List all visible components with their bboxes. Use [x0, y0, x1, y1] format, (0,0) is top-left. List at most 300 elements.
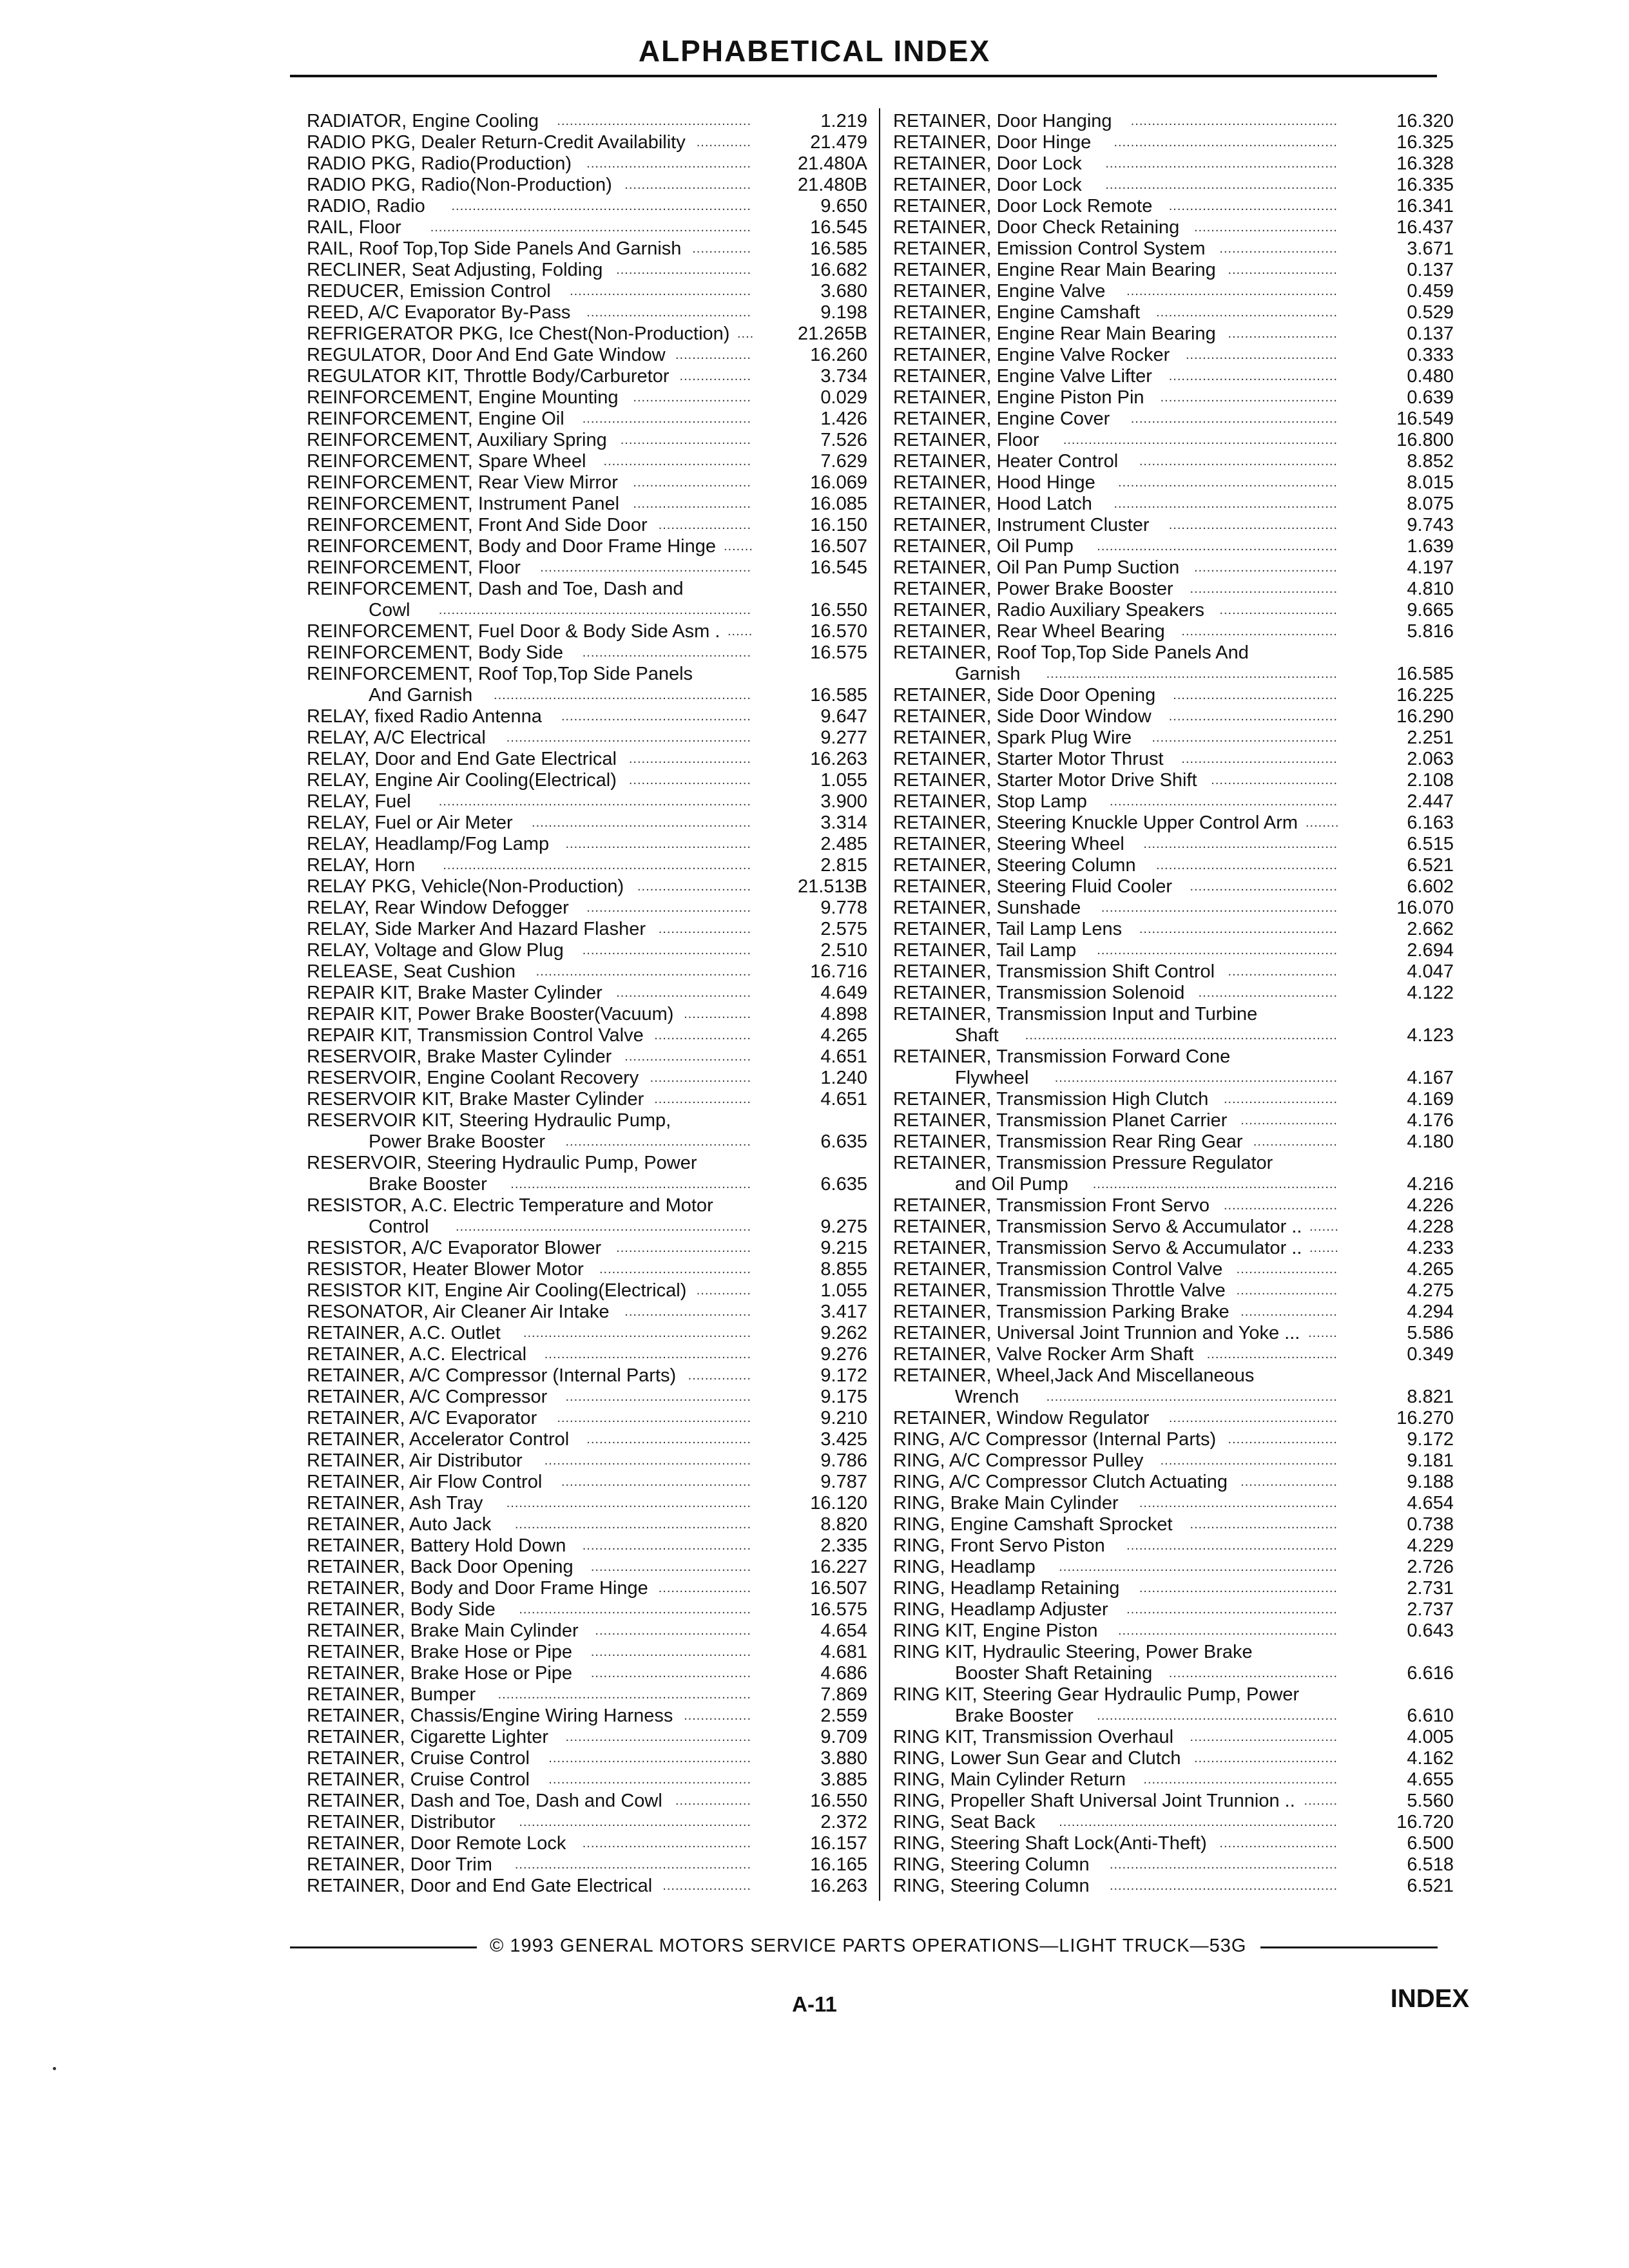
index-entry: [893, 1812, 1454, 1833]
index-entry: [307, 408, 867, 430]
index-entry: [893, 1514, 1454, 1535]
index-entry: [307, 706, 867, 727]
index-entry: [893, 323, 1454, 345]
dot-leader: ..................: [675, 1794, 751, 1808]
index-entry: [307, 1089, 867, 1110]
index-entry-page: 16.227: [810, 1557, 867, 1577]
index-entry-page: 5.560: [1407, 1791, 1454, 1811]
dot-leader: ............................: [633, 390, 751, 405]
dot-leader: .................................: [1198, 986, 1338, 1000]
index-entry: [307, 1514, 867, 1535]
index-entry: [307, 1876, 867, 1897]
dot-leader: ........................: [1236, 1283, 1338, 1298]
dot-leader: ............................: [633, 476, 751, 490]
index-entry-page: 3.885: [820, 1769, 867, 1790]
index-entry-page: 9.172: [1407, 1429, 1454, 1450]
index-entry-page: 8.821: [1407, 1387, 1454, 1407]
index-entry-page: 16.085: [810, 494, 867, 514]
dot-leader: .............................................................: [494, 688, 751, 702]
index-entry-label: RETAINER, Door Trim: [307, 1854, 492, 1875]
index-column-right: [893, 111, 1454, 1897]
index-entry-page: 9.709: [820, 1727, 867, 1747]
index-entry: [307, 579, 867, 600]
index-entry: [307, 281, 867, 302]
dot-leader: .......................: [1240, 1305, 1338, 1319]
dot-leader: ..............: [692, 242, 751, 256]
index-entry-page: 16.570: [810, 621, 867, 642]
index-entry-label: RING, A/C Compressor (Internal Parts): [893, 1429, 1217, 1450]
column-divider: [879, 108, 880, 1901]
index-entry-page: 7.526: [820, 430, 867, 450]
index-entry-page: 0.459: [1407, 281, 1454, 302]
dot-leader: ..............................: [624, 1050, 751, 1064]
index-entry-page: 4.651: [820, 1089, 867, 1110]
index-entry-page: 2.731: [1407, 1578, 1454, 1599]
index-entry: [307, 1663, 867, 1684]
index-entry-page: 4.654: [1407, 1493, 1454, 1514]
index-entry-label: RETAINER, Cruise Control: [307, 1748, 530, 1769]
index-entry: [893, 1153, 1454, 1174]
dot-leader: ........................................: [582, 1539, 751, 1553]
index-entry-page: 16.225: [1396, 685, 1454, 706]
dot-leader: ..................................................................: [1059, 1815, 1338, 1829]
index-entry-label: RETAINER, Transmission Pressure Regulator: [893, 1153, 1273, 1173]
dot-leader: .......................................................: [1105, 178, 1338, 192]
index-entry: [307, 196, 867, 217]
index-entry: [307, 1706, 867, 1727]
index-entry-label: And Garnish: [369, 685, 473, 706]
index-entry-label: RETAINER, Back Door Opening: [307, 1557, 574, 1577]
index-entry: [893, 451, 1454, 472]
index-entry-page: 9.276: [820, 1344, 867, 1365]
index-entry-label: Power Brake Booster: [369, 1131, 546, 1152]
index-entry: [893, 1578, 1454, 1599]
index-entry: [307, 834, 867, 855]
index-entry-label: RETAINER, Body and Door Frame Hinge: [307, 1578, 648, 1599]
index-entry-label: Wrench: [955, 1387, 1019, 1407]
dot-leader: ........................................................: [1101, 901, 1338, 915]
index-entry-page: 4.229: [1407, 1535, 1454, 1556]
index-entry: [307, 1642, 867, 1663]
index-entry-page: 6.521: [1407, 1876, 1454, 1896]
index-entry-label: RETAINER, Brake Main Cylinder: [307, 1620, 579, 1641]
index-entry: [893, 1769, 1454, 1791]
dot-leader: ........: [1304, 1794, 1338, 1808]
dot-leader: ............................................: [565, 837, 751, 851]
dot-leader: .......................................................: [519, 1815, 751, 1829]
index-entry-page: 16.550: [810, 600, 867, 620]
index-entry-label: RETAINER, Distributor: [307, 1812, 496, 1832]
index-entry: [307, 940, 867, 961]
index-entry-label: RETAINER, Transmission Rear Ring Gear: [893, 1131, 1243, 1152]
dot-leader: ..........................................................: [1092, 1177, 1338, 1191]
index-entry-label: RETAINER, Hood Latch: [893, 494, 1092, 514]
index-entry-page: 3.900: [820, 791, 867, 812]
index-entry: [307, 1578, 867, 1599]
dot-leader: .........................................................: [510, 1177, 751, 1191]
index-entry-label: REINFORCEMENT, Engine Mounting: [307, 387, 619, 408]
index-entry: [893, 494, 1454, 515]
index-entry: [893, 1854, 1454, 1876]
index-entry: [307, 1791, 867, 1812]
index-entry-label: RETAINER, Transmission High Clutch: [893, 1089, 1209, 1110]
title-rule: [290, 75, 1437, 77]
dot-leader: ........................................................: [514, 1858, 751, 1872]
dot-leader: .......................................................: [1105, 157, 1338, 171]
index-entry: [893, 770, 1454, 791]
dot-leader: ...............................................: [1139, 1496, 1338, 1510]
index-entry: [307, 600, 867, 621]
index-entry-label: RETAINER, A/C Evaporator: [307, 1408, 537, 1428]
dot-leader: ........................................: [582, 1836, 751, 1850]
index-entry-label: RADIO PKG, Radio(Production): [307, 153, 572, 174]
dot-leader: .............................: [628, 773, 751, 787]
index-entry-page: 8.855: [820, 1259, 867, 1280]
dot-leader: ................................................: [548, 1773, 751, 1787]
index-entry-page: 4.810: [1407, 579, 1454, 599]
index-entry-page: 16.260: [810, 345, 867, 365]
index-entry-label: RESERVOIR, Brake Master Cylinder: [307, 1046, 612, 1067]
index-entry-page: 1.055: [820, 1280, 867, 1301]
index-entry-label: RING KIT, Hydraulic Steering, Power Brake: [893, 1642, 1253, 1662]
index-entry: [307, 1153, 867, 1174]
index-entry-label: RETAINER, Bumper: [307, 1684, 476, 1705]
dot-leader: ..............................................: [1143, 1773, 1338, 1787]
dot-leader: .....................................................: [1113, 497, 1338, 511]
index-entry: [307, 1472, 867, 1493]
index-entry-page: 3.680: [820, 281, 867, 302]
index-entry-page: 5.816: [1407, 621, 1454, 642]
index-entry-label: RELAY, Headlamp/Fog Lamp: [307, 834, 550, 854]
index-entry-label: RING, Lower Sun Gear and Clutch: [893, 1748, 1181, 1769]
index-entry-page: 4.169: [1407, 1089, 1454, 1110]
index-entry-page: 4.655: [1407, 1769, 1454, 1790]
index-entry-label: RELAY, Engine Air Cooling(Electrical): [307, 770, 617, 791]
index-entry-label: RELAY, Door and End Gate Electrical: [307, 749, 617, 769]
index-entry: [307, 621, 867, 642]
dot-leader: .................................................: [1130, 412, 1338, 426]
index-entry: [307, 1068, 867, 1089]
footer-rule-right: [1260, 1946, 1438, 1948]
index-entry: [893, 238, 1454, 260]
index-entry-label: REINFORCEMENT, Front And Side Door: [307, 515, 648, 535]
index-entry: [893, 1493, 1454, 1514]
index-entry-page: 0.349: [1407, 1344, 1454, 1365]
dot-leader: ........................................: [1168, 369, 1338, 383]
index-entry: [893, 1110, 1454, 1131]
index-entry: [893, 1663, 1454, 1684]
index-entry: [307, 238, 867, 260]
index-entry-page: 0.333: [1407, 345, 1454, 365]
dot-leader: .......................................: [586, 157, 751, 171]
index-entry-page: 4.275: [1407, 1280, 1454, 1301]
dot-leader: ........................................: [1168, 518, 1338, 532]
index-entry: [307, 1131, 867, 1153]
index-entry: [307, 727, 867, 749]
index-entry-page: 6.610: [1407, 1706, 1454, 1726]
index-entry-page: 6.163: [1407, 812, 1454, 833]
dot-leader: ........................: [1236, 1262, 1338, 1276]
dot-leader: ..............................: [1211, 773, 1338, 787]
index-entry-page: 2.372: [820, 1812, 867, 1832]
index-entry: [893, 961, 1454, 983]
dot-leader: ......................................: [590, 1666, 751, 1680]
index-entry-page: 0.137: [1407, 323, 1454, 344]
dot-leader: .....................................................................: [1046, 1390, 1338, 1404]
index-entry-page: 4.122: [1407, 983, 1454, 1003]
index-entry-label: RETAINER, Door Remote Lock: [307, 1833, 566, 1854]
index-entry-page: 3.880: [820, 1748, 867, 1769]
dot-leader: ......................................................................: [456, 1220, 751, 1234]
index-entry: [893, 749, 1454, 770]
index-entry-label: RETAINER, Air Distributor: [307, 1450, 523, 1471]
index-entry-page: 2.251: [1407, 727, 1454, 748]
dot-leader: .............: [696, 135, 751, 149]
index-entry-page: 9.743: [1407, 515, 1454, 535]
dot-leader: .................................................................: [1063, 433, 1338, 447]
index-entry-label: RING, Main Cylinder Return: [893, 1769, 1126, 1790]
index-entry-label: REFRIGERATOR PKG, Ice Chest(Non-Production): [307, 323, 730, 344]
index-entry-page: 16.545: [810, 557, 867, 578]
index-entry-page: 9.665: [1407, 600, 1454, 620]
dot-leader: ...........................................: [570, 284, 751, 298]
index-entry-page: 9.275: [820, 1216, 867, 1237]
index-entry-page: 1.055: [820, 770, 867, 791]
index-entry-page: 9.778: [820, 898, 867, 918]
index-entry-label: RETAINER, Sunshade: [893, 898, 1081, 918]
index-entry-label: RAIL, Floor: [307, 217, 401, 238]
index-entry: [307, 1344, 867, 1365]
index-entry-page: 4.686: [820, 1663, 867, 1684]
index-entry-page: 2.447: [1407, 791, 1454, 812]
dot-leader: ....: [737, 327, 755, 341]
index-entry: [307, 515, 867, 536]
index-entry: [307, 919, 867, 940]
index-entry-page: 4.898: [820, 1004, 867, 1024]
dot-leader: ..............................: [624, 178, 751, 192]
index-entry-label: RETAINER, Transmission Solenoid: [893, 983, 1185, 1003]
index-entry-page: 9.198: [820, 302, 867, 323]
dot-leader: .......: [1309, 1220, 1339, 1234]
index-entry-page: 2.815: [820, 855, 867, 876]
index-entry: [307, 536, 867, 557]
index-entry-label: RING, Steering Column: [893, 1854, 1090, 1875]
index-entry-label: REINFORCEMENT, Rear View Mirror: [307, 472, 618, 493]
index-entry-page: 9.647: [820, 706, 867, 727]
index-entry-page: 8.015: [1407, 472, 1454, 493]
dot-leader: ..................................: [1194, 220, 1338, 235]
index-entry-page: 3.671: [1407, 238, 1454, 259]
dot-leader: ........: [1306, 816, 1340, 830]
index-entry-label: RETAINER, Cruise Control: [307, 1769, 530, 1790]
index-entry-label: RESERVOIR, Engine Coolant Recovery: [307, 1068, 639, 1088]
dot-leader: ...................................................................: [1054, 1071, 1338, 1085]
dot-leader: ..................................................: [1126, 1602, 1338, 1617]
index-entry: [893, 472, 1454, 494]
index-entry-page: 2.694: [1407, 940, 1454, 961]
dot-leader: ....................................: [599, 1262, 751, 1276]
index-entry-page: 16.507: [810, 536, 867, 557]
index-entry: [307, 770, 867, 791]
index-entry-page: 1.219: [820, 111, 867, 131]
index-entry-page: 3.417: [820, 1302, 867, 1322]
index-entry: [893, 1876, 1454, 1897]
index-entry: [893, 1004, 1454, 1025]
index-entry-label: RETAINER, Tail Lamp Lens: [893, 919, 1123, 939]
index-entry: [307, 1302, 867, 1323]
index-entry-label: REINFORCEMENT, Auxiliary Spring: [307, 430, 607, 450]
index-entry-label: RING KIT, Engine Piston: [893, 1620, 1098, 1641]
index-entry-label: RETAINER, A.C. Outlet: [307, 1323, 501, 1343]
index-entry: [307, 749, 867, 770]
dot-leader: ...................................: [1190, 582, 1338, 596]
index-entry-page: 4.123: [1407, 1025, 1454, 1046]
dot-leader: .............: [696, 1283, 751, 1298]
dot-leader: ......................................: [590, 1645, 751, 1659]
index-entry-page: 6.521: [1407, 855, 1454, 876]
index-entry-label: RETAINER, Engine Valve Lifter: [893, 366, 1152, 387]
index-entry-page: 16.507: [810, 1578, 867, 1599]
index-entry: [893, 1068, 1454, 1089]
dot-leader: ......: [728, 624, 753, 639]
index-entry-label: RETAINER, Engine Cover: [893, 408, 1110, 429]
dot-leader: ...............................: [1206, 1347, 1338, 1361]
dot-leader: ............................................: [565, 1730, 751, 1744]
index-entry-label: RELAY, A/C Electrical: [307, 727, 486, 748]
dot-leader: ..............................: [624, 1305, 751, 1319]
index-entry-label: Control: [369, 1216, 429, 1237]
index-entry-label: RETAINER, Transmission Front Servo: [893, 1195, 1210, 1216]
index-entry-page: 3.734: [820, 366, 867, 387]
dot-leader: ............................................: [565, 1390, 751, 1404]
index-entry-page: 6.518: [1407, 1854, 1454, 1875]
index-entry: [893, 1174, 1454, 1195]
index-entry: [893, 727, 1454, 749]
dot-leader: .........................................................: [1097, 943, 1338, 957]
dot-leader: .....................: [662, 1879, 751, 1893]
index-entry-label: RETAINER, Door Lock: [893, 153, 1082, 174]
index-entry: [893, 855, 1454, 876]
index-entry: [893, 621, 1454, 642]
dot-leader: ........................................: [582, 646, 751, 660]
dot-leader: ..................................................: [1126, 1539, 1338, 1553]
index-entry-label: RESISTOR, Heater Blower Motor: [307, 1259, 584, 1280]
index-entry-page: 9.787: [820, 1472, 867, 1492]
index-entry-page: 16.585: [1396, 664, 1454, 684]
dot-leader: ...................................................: [535, 965, 751, 979]
index-entry-label: RING KIT, Steering Gear Hydraulic Pump, Power: [893, 1684, 1300, 1705]
index-entry-page: 16.320: [1396, 111, 1454, 131]
index-entry: [307, 876, 867, 898]
index-entry: [893, 919, 1454, 940]
index-entry-page: 4.167: [1407, 1068, 1454, 1088]
index-entry-label: RETAINER, Floor: [893, 430, 1039, 450]
dot-leader: ......................................................: [1109, 1879, 1338, 1893]
dot-leader: ...............: [688, 1369, 751, 1383]
index-entry-label: REPAIR KIT, Transmission Control Valve: [307, 1025, 644, 1046]
index-entry: [307, 983, 867, 1004]
dot-leader: ...........................: [1223, 1198, 1338, 1213]
index-entry-label: RETAINER, Ash Tray: [307, 1493, 483, 1514]
index-entry-label: RETAINER, A/C Compressor: [307, 1387, 548, 1407]
index-entry-label: RETAINER, Side Door Window: [893, 706, 1152, 727]
index-entry-label: RETAINER, Brake Hose or Pipe: [307, 1642, 573, 1662]
index-entry: [307, 260, 867, 281]
index-entry-label: RING, A/C Compressor Clutch Actuating: [893, 1472, 1228, 1492]
index-entry-label: RETAINER, Steering Knuckle Upper Control Arm: [893, 812, 1298, 833]
dot-leader: ............................: [1219, 1836, 1338, 1850]
index-entry: [893, 1216, 1454, 1238]
index-entry: [307, 1238, 867, 1259]
index-entry: [307, 642, 867, 664]
index-entry-page: 9.172: [820, 1365, 867, 1386]
index-entry-page: 16.328: [1396, 153, 1454, 174]
index-entry-page: 4.005: [1407, 1727, 1454, 1747]
index-entry-label: RING, Propeller Shaft Universal Joint Trunnion ..: [893, 1791, 1295, 1811]
index-entry-label: REED, A/C Evaporator By-Pass: [307, 302, 571, 323]
dot-leader: .....................................: [595, 1624, 751, 1638]
index-entry: [893, 536, 1454, 557]
index-entry-page: 3.425: [820, 1429, 867, 1450]
index-entry-label: RETAINER, Body Side: [307, 1599, 496, 1620]
index-entry-page: 2.063: [1407, 749, 1454, 769]
index-entry-page: 1.639: [1407, 536, 1454, 557]
index-entry: [893, 1238, 1454, 1259]
index-entry-page: 21.513B: [797, 876, 867, 897]
index-entry: [893, 153, 1454, 175]
dot-leader: ...............................................: [1139, 454, 1338, 468]
index-entry: [893, 515, 1454, 536]
index-entry: [893, 175, 1454, 196]
index-entry-label: RETAINER, Heater Control: [893, 451, 1119, 472]
index-entry-page: 9.786: [820, 1450, 867, 1471]
index-entry-label: RETAINER, Transmission Forward Cone: [893, 1046, 1231, 1067]
index-entry: [893, 791, 1454, 812]
index-entry-label: RING, Headlamp: [893, 1557, 1036, 1577]
index-entry: [307, 557, 867, 579]
index-entry-label: RETAINER, Hood Hinge: [893, 472, 1095, 493]
index-entry: [307, 1387, 867, 1408]
dot-leader: ..................: [675, 348, 751, 362]
index-entry-label: RING, Seat Back: [893, 1812, 1036, 1832]
index-entry: [893, 1450, 1454, 1472]
index-entry-label: RETAINER, Transmission Shift Control: [893, 961, 1215, 982]
dot-leader: ......................: [658, 922, 751, 936]
index-entry-label: RETAINER, Transmission Parking Brake: [893, 1302, 1229, 1322]
dot-leader: .......................................: [586, 1432, 751, 1446]
dot-leader: ..............................................: [1143, 837, 1338, 851]
index-entry-label: RADIO PKG, Dealer Return-Credit Availability: [307, 132, 686, 153]
dot-leader: ..................................................................: [1059, 1560, 1338, 1574]
index-entry-label: RECLINER, Seat Adjusting, Folding: [307, 260, 603, 280]
index-entry: [307, 1174, 867, 1195]
index-entry: [307, 451, 867, 472]
dot-leader: .......................: [654, 1092, 751, 1106]
index-entry: [307, 366, 867, 387]
index-entry: [307, 1280, 867, 1302]
index-entry: [893, 1089, 1454, 1110]
index-entry-label: Garnish: [955, 664, 1021, 684]
index-entry-page: 16.263: [810, 1876, 867, 1896]
index-entry: [893, 1727, 1454, 1748]
dot-leader: ............................: [1219, 242, 1338, 256]
index-entry-page: 16.335: [1396, 175, 1454, 195]
index-entry-page: 9.215: [820, 1238, 867, 1258]
index-entry: [893, 281, 1454, 302]
dot-leader: ........................................: [1168, 199, 1338, 213]
dot-leader: ................................: [616, 263, 751, 277]
index-entry-page: 4.649: [820, 983, 867, 1003]
